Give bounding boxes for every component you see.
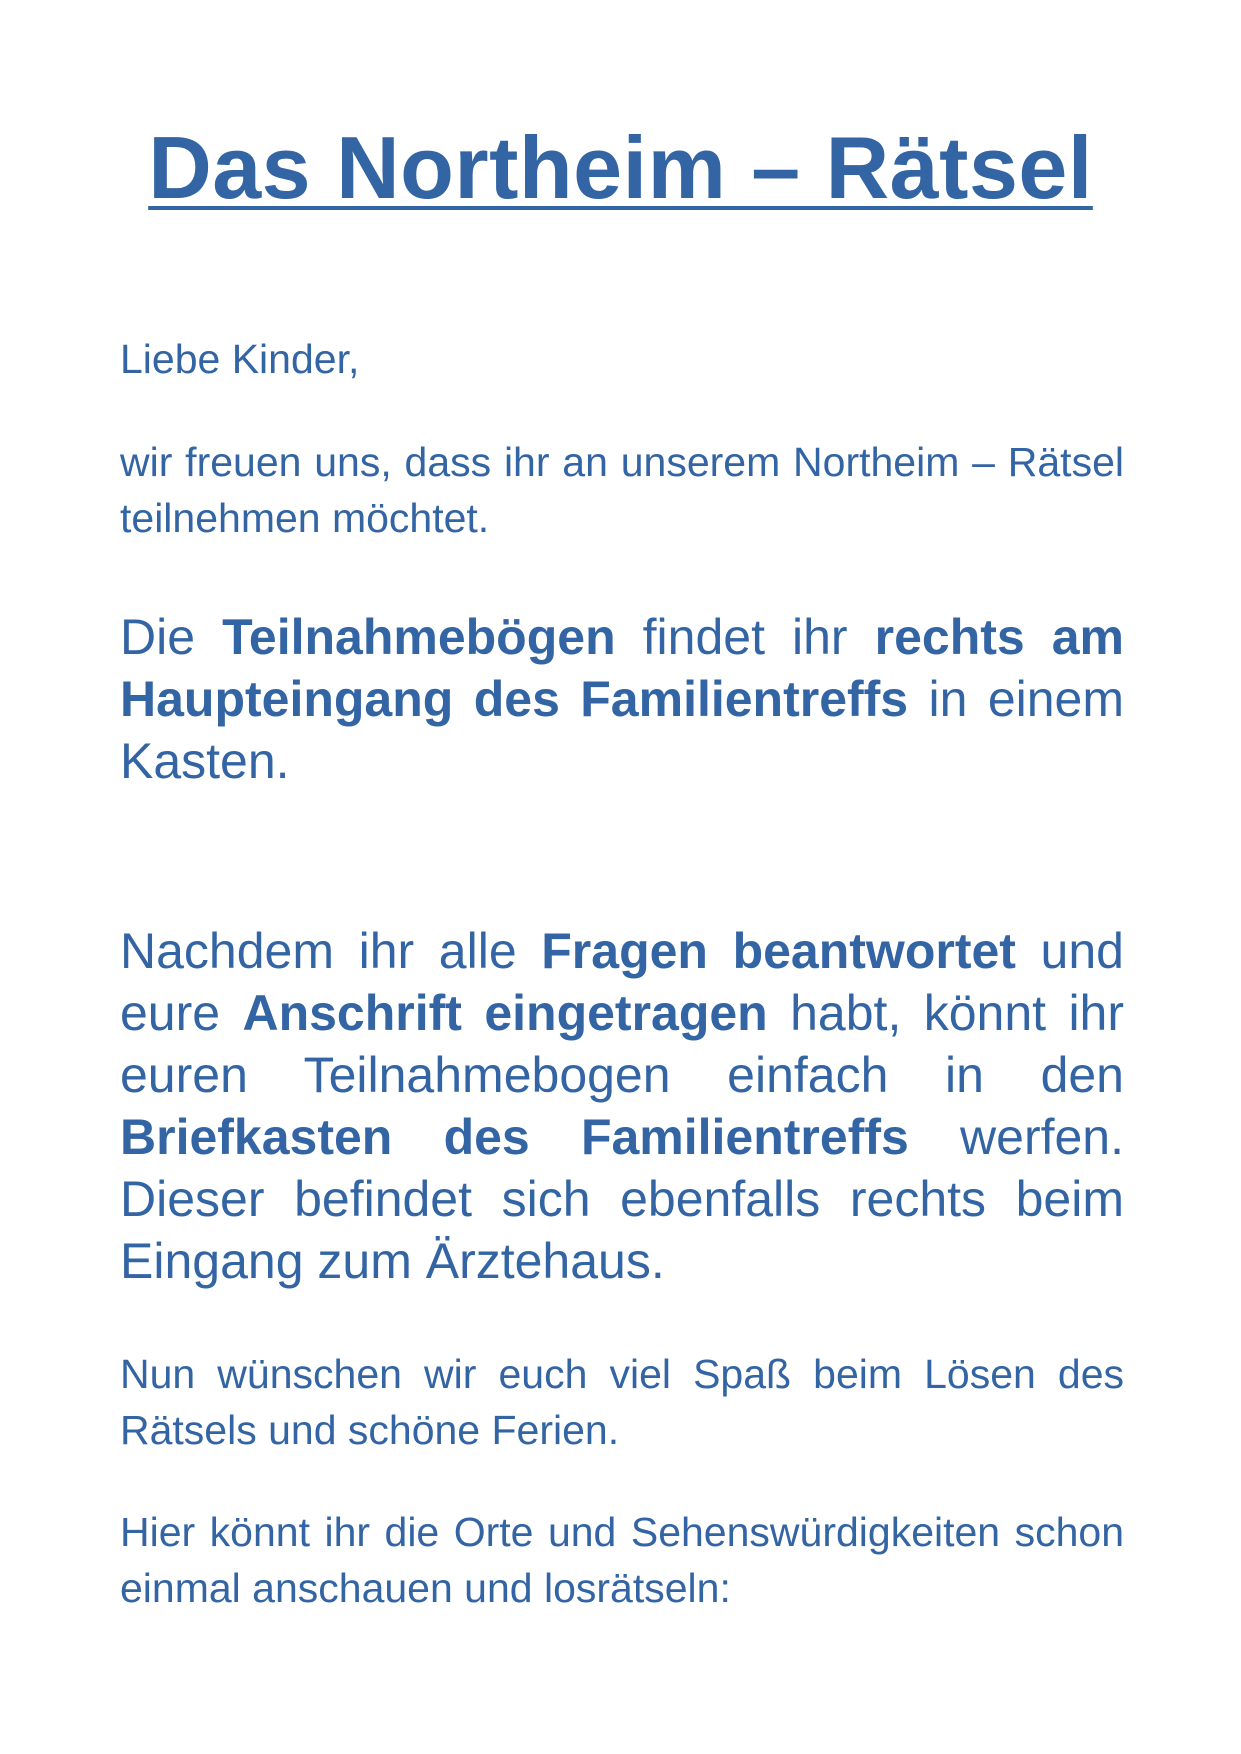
greeting: Liebe Kinder, [120,336,360,382]
title-text: Das Northeim – Rätsel [148,118,1093,217]
forms-text-1: Die [120,609,223,665]
mailbox-text-2: und eure [120,923,1124,1041]
hint-paragraph: Hier könnt ihr die Orte und Sehenswürdigkeiten schon einmal anschauen und losrätseln: [120,1509,1124,1611]
forms-text-2: findet ihr [615,609,875,665]
intro-paragraph: wir freuen uns, dass ihr an unserem Northeim – Rätsel teilnehmen möchtet. [120,439,1124,541]
forms-bold-forms: Teilnahmebögen [222,609,616,665]
mailbox-text-4: werfen. Dieser befindet sich ebenfalls rechts beim Eingang zum Ärztehaus. [120,1109,1125,1289]
page-title [0,118,1241,218]
mailbox-text-3: habt, könnt ihr euren Teilnahmebogen einfach in den [120,985,1125,1103]
forms-bold-location: rechts am Haupteingang des Familientreffs [120,609,1124,727]
forms-paragraph [120,606,1124,792]
forms-text-3: in einem Kasten. [120,671,1124,789]
mailbox-bold-address: Anschrift eingetragen [242,985,768,1041]
mailbox-bold-mailbox: Briefkasten des Familientreffs [120,1109,909,1165]
mailbox-bold-questions: Fragen beantwortet [541,923,1016,979]
wish-paragraph: Nun wünschen wir euch viel Spaß beim Lösen des Rätsels und schöne Ferien. [120,1351,1124,1453]
mailbox-text-1: Nachdem ihr alle [120,923,542,979]
mailbox-paragraph [120,920,1124,1292]
